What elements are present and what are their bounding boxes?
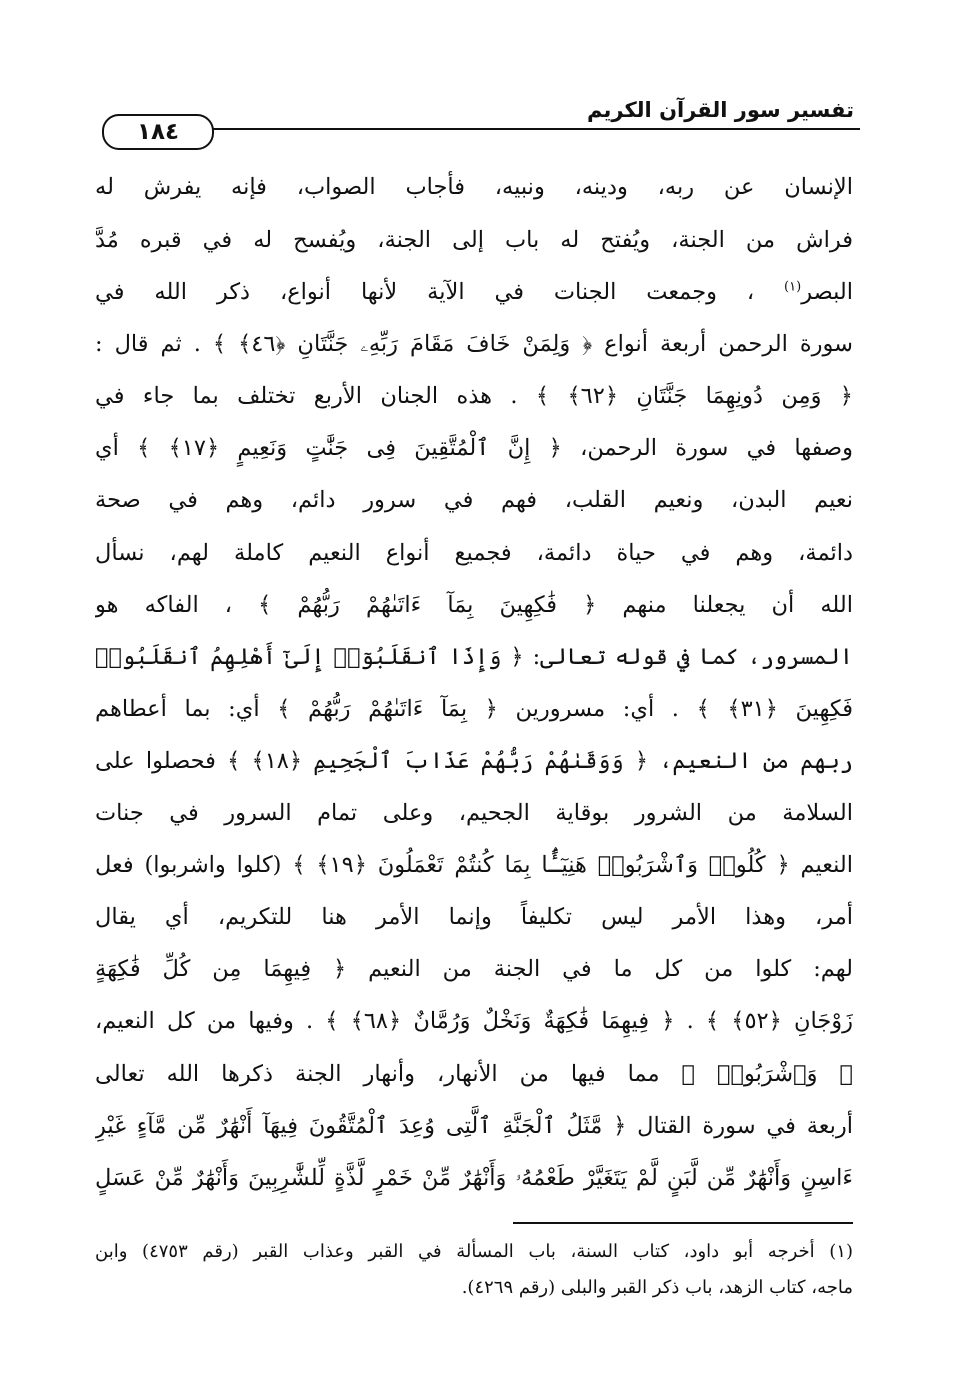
page-number: ١٨٤ — [102, 114, 214, 150]
footnote-line: ماجه، كتاب الزهد، باب ذكر القبر والبلى (رقم ٤٢٦٩). — [461, 1277, 853, 1298]
text-line: دائمة، وهم في حياة دائمة، فجميع أنواع النعيم كاملة لهم، نسأل — [95, 539, 853, 566]
text-segment: ، وجمعت الجنات في الآية لأنها أنواع، ذكر الله في — [95, 279, 755, 306]
text-line: أمر، وهذا الأمر ليس تكليفاً وإنما الأمر هنا للتكريم، أي يقال — [95, 904, 853, 931]
book-title: تفسير سور القرآن الكريم — [587, 98, 854, 122]
text-line: ﴿ وَمِن دُونِهِمَا جَنَّتَانِ ﴿٦٢﴾ ﴾ . هذه الجنان الأربع تختلف بما جاء في — [95, 383, 853, 410]
body-text — [95, 160, 853, 1204]
footnotes — [95, 1234, 853, 1306]
text-line: نعيم البدن، ونعيم القلب، فهم في سرور دائم، وهم في صحة — [95, 487, 853, 514]
footnote-line: (١) أخرجه أبو داود، كتاب السنة، باب المسألة في القبر وعذاب القبر (رقم ٤٧٥٣) وابن — [95, 1241, 853, 1262]
footnote-divider — [513, 1222, 853, 1224]
text-line: ربهم من النعيم، ﴿ وَوَقَىٰهُمْ رَبُّهُمْ عَذَابَ ٱلْجَحِيمِ ﴿١٨﴾ ﴾ فحصلوا على — [95, 747, 853, 774]
text-line: الإنسان عن ربه، ودينه، ونبيه، فأجاب الصواب، فإنه يفرش له — [95, 174, 853, 200]
text-line: زَوْجَانِ ﴿٥٢﴾ ﴾ . ﴿ فِيهِمَا فَٰكِهَةٌ وَنَخْلٌ وَرُمَّانٌ ﴿٦٨﴾ ﴾ . وفيها من كل النعيم، — [95, 1008, 853, 1035]
header-divider — [212, 128, 860, 130]
text-line — [95, 266, 853, 318]
text-line: المسرور، كما في قوله تعالى: ﴿ وَإِذَا ٱنقَلَبُوٓا۟ إِلَىٰٓ أَهْلِهِمُ ٱنقَلَبُوا۟ — [95, 643, 853, 670]
page-header — [92, 94, 860, 152]
text-line: النعيم ﴿ كُلُوا۟ وَٱشْرَبُوا۟ هَنِيٓـًٔۢا بِمَا كُنتُمْ تَعْمَلُونَ ﴿١٩﴾ ﴾ (كلوا واشربوا) فعل — [95, 852, 853, 879]
text-segment: البصر — [801, 279, 853, 306]
text-line: السلامة من الشرور بوقاية الجحيم، وعلى تمام السرور في جنات — [95, 800, 853, 827]
text-line: ﴿ وَٱشْرَبُوا۟ ﴾ مما فيها من الأنهار، وأنهار الجنة ذكرها الله تعالى — [95, 1060, 853, 1087]
text-line: الله أن يجعلنا منهم ﴿ فَٰكِهِينَ بِمَآ ءَاتَىٰهُمْ رَبُّهُمْ ﴾ ، الفاكه هو — [95, 591, 853, 618]
text-line: فَكِهِينَ ﴿٣١﴾ ﴾ . أي: مسرورين ﴿ بِمَآ ءَاتَىٰهُمْ رَبُّهُمْ ﴾ أي: بما أعطاهم — [95, 695, 853, 722]
text-line: وصفها في سورة الرحمن، ﴿ إِنَّ ٱلْمُتَّقِينَ فِى جَنَّٰتٍ وَنَعِيمٍ ﴿١٧﴾ ﴾ أي — [95, 435, 853, 462]
text-line: فراش من الجنة، ويُفتح له باب إلى الجنة، ويُفسح له في قبره مُدَّ — [95, 227, 853, 253]
text-line: ءَاسِنٍ وَأَنْهَٰرٌ مِّن لَّبَنٍ لَّمْ يَتَغَيَّرْ طَعْمُهُۥ وَأَنْهَٰرٌ مِّنْ خَمْرٍ لَّذَّةٍ لِّلشَّٰرِبِينَ وَأَنْهَٰرٌ مِّنْ عَسَلٍ — [95, 1164, 853, 1191]
text-line: لهم: كلوا من كل ما في الجنة من النعيم ﴿ فِيهِمَا مِن كُلِّ فَٰكِهَةٍ — [95, 956, 853, 983]
text-line: أربعة في سورة القتال ﴿ مَّثَلُ ٱلْجَنَّةِ ٱلَّتِى وُعِدَ ٱلْمُتَّقُونَ فِيهَآ أَنْهَٰرٌ مِّن مَّآءٍ غَيْرِ — [95, 1112, 853, 1139]
footnote-marker: (١) — [784, 279, 802, 295]
text-line: سورة الرحمن أربعة أنواع ﴿ وَلِمَنْ خَافَ مَقَامَ رَبِّهِۦ جَنَّتَانِ ﴿٤٦﴾ ﴾ . ثم قال : — [95, 331, 853, 358]
